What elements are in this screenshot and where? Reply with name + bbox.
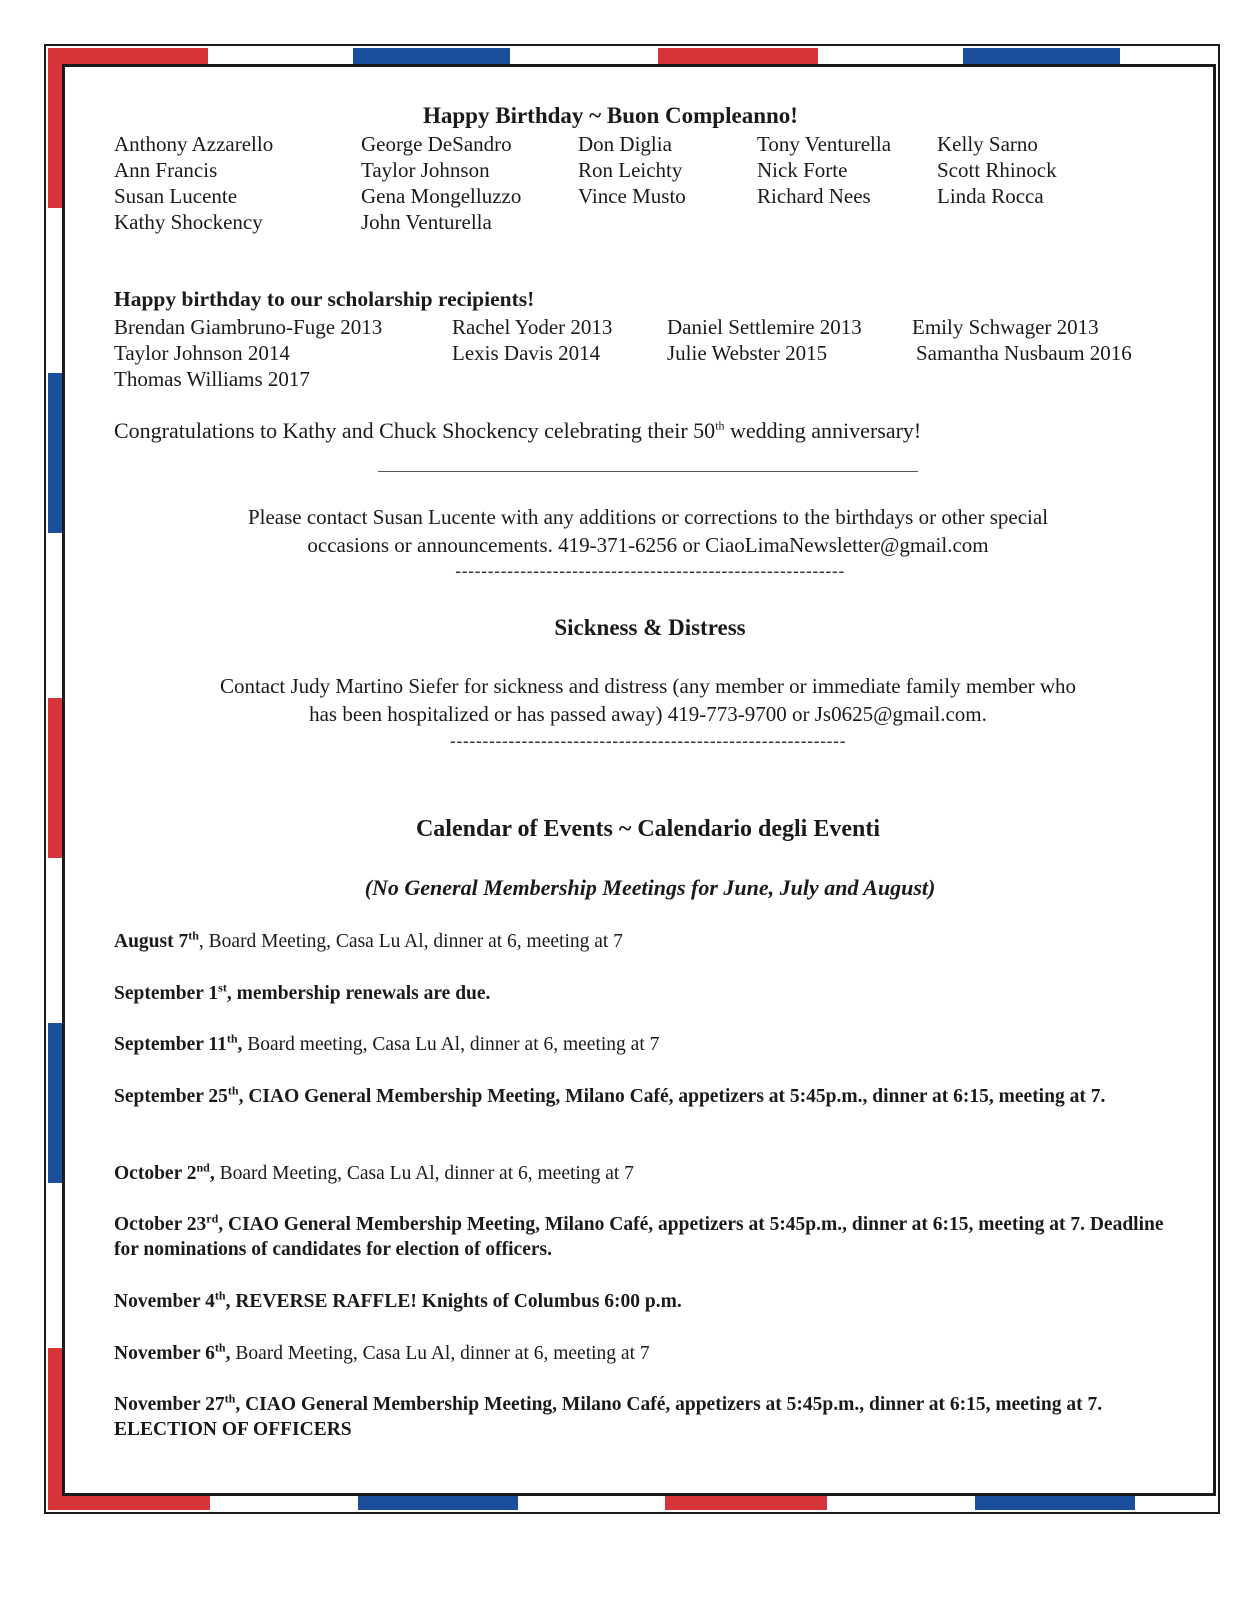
birthday-title: Happy Birthday ~ Buon Compleanno! xyxy=(423,103,798,128)
scholarship-name: Daniel Settlemire 2013 xyxy=(667,315,862,339)
dashed-separator: ------------------------------------------------------------ xyxy=(455,561,845,581)
event-date-suffix: th xyxy=(188,928,199,943)
event-date: November 4 xyxy=(114,1291,215,1312)
scholarship-name: Emily Schwager 2013 xyxy=(912,315,1099,339)
dashed-separator: ------------------------------------------------------------- xyxy=(449,731,847,751)
birthday-name: Nick Forte xyxy=(757,158,848,182)
event-date-suffix: th xyxy=(226,1031,238,1046)
birthday-name: Kelly Sarno xyxy=(937,132,1038,156)
scholarship-title: Happy birthday to our scholarship recipients! xyxy=(114,287,535,311)
birthday-name: John Venturella xyxy=(361,210,492,234)
birthday-column-4 xyxy=(757,131,891,209)
event-date: November 6 xyxy=(114,1343,215,1364)
event-date-suffix: th xyxy=(224,1391,236,1406)
birthday-name: Linda Rocca xyxy=(937,184,1044,208)
scholarship-name: Lexis Davis 2014 xyxy=(452,341,601,365)
scholarship-name: Taylor Johnson 2014 xyxy=(114,341,290,365)
event-detail-bold: , CIAO General Membership Meeting, Milano Café, appetizers at 5:45p.m., dinner at 6:15, meeting at 7. Deadline for nominations of candidates for election of officers. xyxy=(114,1214,1164,1260)
scholarship-column-3 xyxy=(667,314,862,366)
border-stripe-bottom xyxy=(48,1494,1216,1510)
event-date: October 23 xyxy=(114,1214,207,1235)
event-detail-bold: , CIAO General Membership Meeting, Milano Café, appetizers at 5:45p.m., dinner at 6:15, meeting at 7. ELECTION OF OFFICERS xyxy=(114,1394,1103,1440)
event-detail-bold: , REVERSE RAFFLE! Knights of Columbus 6:00 p.m. xyxy=(225,1291,682,1312)
event-date-suffix: th xyxy=(214,1288,226,1303)
calendar-event xyxy=(114,1032,1174,1057)
birthday-name: Kathy Shockency xyxy=(114,210,263,234)
birthday-name: Ann Francis xyxy=(114,158,218,182)
event-detail-bold: , xyxy=(225,1343,231,1364)
birthday-name: Don Diglia xyxy=(578,132,672,156)
event-date-suffix: th xyxy=(214,1340,226,1355)
event-detail: Board Meeting, Casa Lu Al, dinner at 6, meeting at 7 xyxy=(214,1163,634,1184)
scholarship-name: Samantha Nusbaum 2016 xyxy=(916,341,1132,365)
calendar-subtitle: (No General Membership Meetings for June, July and August) xyxy=(364,875,936,900)
contact-line-2: occasions or announcements. 419-371-6256 or CiaoLimaNewsletter@gmail.com xyxy=(307,533,989,557)
border-stripe-top xyxy=(48,48,1216,64)
calendar-event xyxy=(114,981,1174,1006)
event-date: September 25 xyxy=(114,1086,228,1107)
anniversary-congrats xyxy=(114,418,921,444)
scholarship-column-2 xyxy=(452,314,612,366)
birthday-column-1 xyxy=(114,131,273,235)
birthday-name: Susan Lucente xyxy=(114,184,238,208)
calendar-event xyxy=(114,1289,1174,1314)
contact-paragraph xyxy=(100,503,1196,559)
calendar-event xyxy=(114,1212,1174,1262)
event-detail: , Board Meeting, Casa Lu Al, dinner at 6, meeting at 7 xyxy=(198,931,623,952)
birthday-column-3 xyxy=(578,131,686,209)
event-date: October 2 xyxy=(114,1163,197,1184)
event-date-suffix: st xyxy=(218,980,227,995)
birthday-name: Vince Musto xyxy=(578,184,686,208)
calendar-event xyxy=(114,1392,1174,1442)
birthday-name: Tony Venturella xyxy=(757,132,892,156)
scholarship-name: Thomas Williams 2017 xyxy=(114,367,310,391)
birthday-column-2 xyxy=(361,131,521,235)
congrats-text-end: wedding anniversary! xyxy=(724,418,922,443)
event-date-suffix: nd xyxy=(196,1160,210,1175)
event-date: September 11 xyxy=(114,1034,227,1055)
birthday-name: Gena Mongelluzzo xyxy=(361,184,522,208)
event-detail: Board meeting, Casa Lu Al, dinner at 6, meeting at 7 xyxy=(242,1034,660,1055)
birthday-name: Taylor Johnson xyxy=(361,158,490,182)
calendar-event xyxy=(114,1084,1174,1109)
calendar-event xyxy=(114,1161,1174,1186)
calendar-title: Calendar of Events ~ Calendario degli Eventi xyxy=(415,816,881,842)
birthday-column-5 xyxy=(937,131,1057,209)
event-detail-bold: , xyxy=(209,1163,215,1184)
congrats-text: Congratulations to Kathy and Chuck Shockency celebrating their 50 xyxy=(114,418,716,443)
birthday-name: Ron Leichty xyxy=(578,158,683,182)
page-border-inner xyxy=(62,64,1216,1496)
birthday-name: Richard Nees xyxy=(757,184,871,208)
scholarship-name: Brendan Giambruno-Fuge 2013 xyxy=(114,315,383,339)
section-divider xyxy=(378,471,918,472)
sickness-paragraph xyxy=(100,672,1196,728)
sickness-line-2: has been hospitalized or has passed away) 419-773-9700 or Js0625@gmail.com. xyxy=(309,702,987,726)
event-detail-bold: , CIAO General Membership Meeting, Milano Café, appetizers at 5:45p.m., dinner at 6:15, meeting at 7. xyxy=(238,1086,1106,1107)
scholarship-name: Rachel Yoder 2013 xyxy=(452,315,613,339)
scholarship-column-4 xyxy=(912,314,1132,366)
event-detail: Board Meeting, Casa Lu Al, dinner at 6, meeting at 7 xyxy=(230,1343,650,1364)
birthday-name: George DeSandro xyxy=(361,132,512,156)
event-date-suffix: th xyxy=(227,1083,239,1098)
event-detail-bold: , membership renewals are due. xyxy=(226,983,491,1004)
sickness-line-1: Contact Judy Martino Siefer for sickness and distress (any member or immediate family member who xyxy=(219,674,1077,698)
event-date: August 7 xyxy=(114,931,189,952)
event-detail-bold: , xyxy=(237,1034,243,1055)
sickness-title: Sickness & Distress xyxy=(554,615,746,640)
birthday-name: Scott Rhinock xyxy=(937,158,1057,182)
congrats-superscript: th xyxy=(715,418,725,433)
event-date-suffix: rd xyxy=(206,1211,219,1226)
event-date: November 27 xyxy=(114,1394,225,1415)
scholarship-name: Julie Webster 2015 xyxy=(667,341,828,365)
calendar-event xyxy=(114,929,1174,954)
scholarship-column-1 xyxy=(114,314,382,392)
contact-line-1: Please contact Susan Lucente with any additions or corrections to the birthdays or other special xyxy=(247,505,1049,529)
calendar-event xyxy=(114,1341,1174,1366)
birthday-name: Anthony Azzarello xyxy=(114,132,274,156)
event-date: September 1 xyxy=(114,983,219,1004)
